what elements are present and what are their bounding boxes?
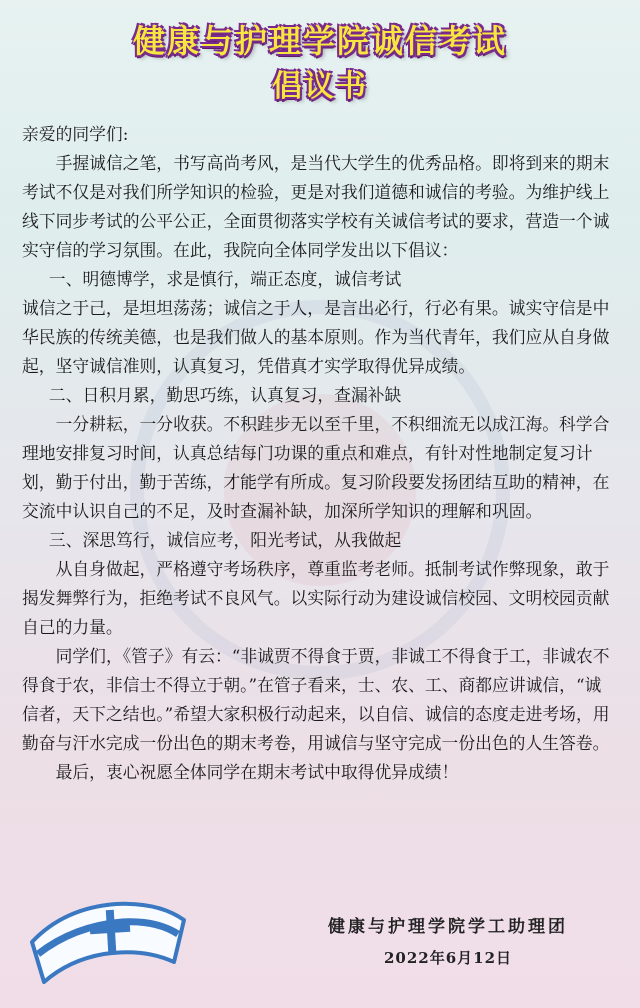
section-body-3: 从自身做起，严格遵守考场秩序，尊重监考老师。抵制考试作弊现象，敢于揭发舞弊行为，拒绝考试不良风气。以实际行动为建设诚信校园、文明校园贡献自己的力量。 bbox=[22, 559, 610, 637]
closing-paragraph: 同学们，《管子》有云：“非诚贾不得食于贾，非诚工不得食于工，非诚农不得食于农，非信士不得立于朝。”在管子看来，士、农、工、商都应讲诚信，“诚信者，天下之结也。”希望大家积极行动起来，以自信、诚信的态度走进考场，用勤奋与汗水完成一份出色的期末考卷，用诚信与坚守完成一份出色的人生答卷。 bbox=[22, 646, 610, 753]
signature-block bbox=[328, 912, 568, 968]
section-body-2: 一分耕耘，一分收获。不积跬步无以至千里，不积细流无以成江海。科学合理地安排复习时间，认真总结每门功课的重点和难点，有针对性地制定复习计划，勤于付出，勤于苦练，才能学有所成。复习阶段要发扬团结互助的精神，在交流中认识自己的不足，及时查漏补缺，加深所学知识的理解和巩固。 bbox=[22, 414, 610, 521]
final-wish: 最后，衷心祝愿全体同学在期末考试中取得优异成绩！ bbox=[55, 762, 459, 782]
greeting: 亲爱的同学们: bbox=[22, 124, 129, 144]
section-heading-2: 二、日积月累，勤思巧练，认真复习，查漏补缺 bbox=[48, 385, 402, 405]
intro-paragraph: 手握诚信之笔，书写高尚考风，是当代大学生的优秀品格。即将到来的期末考试不仅是对我们所学知识的检验，更是对我们道德和诚信的考验。为维护线上线下同步考试的公平公正，全面贯彻落实学校有关诚信考试的要求，营造一个诚实守信的学习氛围。在此，我院向全体同学发出以下倡议： bbox=[22, 153, 610, 260]
signature-date: 2022年6月12日 bbox=[383, 949, 513, 967]
nurse-cap-icon bbox=[24, 890, 194, 990]
page-title: 健康与护理学院诚信考试 bbox=[132, 22, 507, 60]
title-block bbox=[0, 18, 640, 110]
section-heading-1: 一、明德博学，求是慎行，端正态度，诚信考试 bbox=[48, 269, 402, 289]
signature-org: 健康与护理学院学工助理团 bbox=[328, 917, 568, 937]
section-body-1: 诚信之于己，是坦坦荡荡；诚信之于人，是言出必行，行必有果。诚实守信是中华民族的传统美德，也是我们做人的基本原则。作为当代青年，我们应从自身做起，坚守诚信准则，认真复习，凭借真才实学取得优异成绩。 bbox=[22, 298, 610, 376]
letter-body bbox=[22, 120, 618, 787]
page-subtitle: 倡议书 bbox=[272, 69, 368, 104]
section-heading-3: 三、深思笃行，诚信应考，阳光考试，从我做起 bbox=[48, 530, 402, 550]
